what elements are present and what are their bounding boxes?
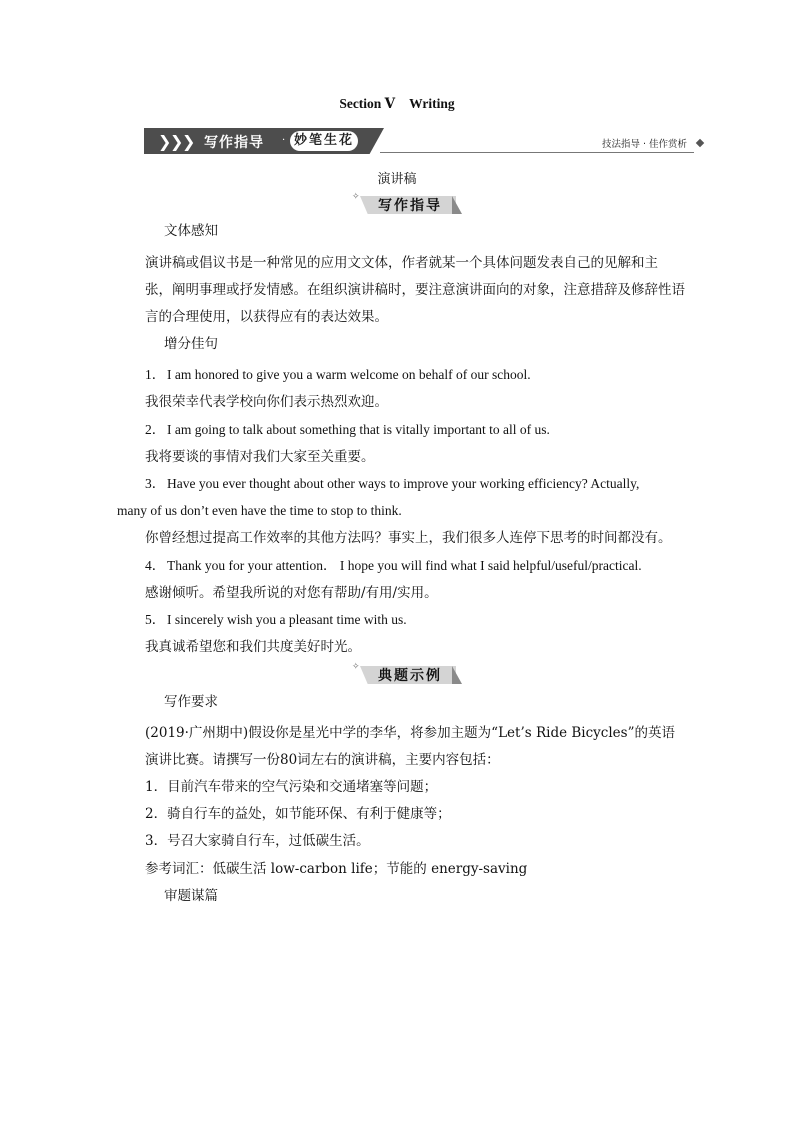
chevron-right-icon: ❯ [170, 132, 184, 151]
ribbon-tail [452, 666, 462, 684]
phrase-zh: 你曾经想过提高工作效率的其他方法吗？事实上，我们很多人连停下思考的时间都没有。 [145, 530, 672, 546]
phrases-heading: 增分佳句 [164, 336, 218, 352]
chevron-right-icon: ❯ [158, 132, 172, 151]
banner-highlight: 妙笔生花 [290, 131, 358, 151]
section-name: Writing [409, 96, 455, 111]
section-title [0, 96, 794, 112]
phrase-zh: 我很荣幸代表学校向你们表示热烈欢迎。 [145, 394, 388, 410]
phrase-en [145, 611, 407, 629]
phrase-zh: 我将要谈的事情对我们大家至关重要。 [145, 449, 375, 465]
genre-line: 言的合理使用，以获得应有的表达效果。 [145, 309, 388, 325]
task-heading: 写作要求 [164, 694, 218, 710]
banner-title: 写作指导 [204, 135, 264, 151]
task-point: 3．号召大家骑自行车，过低碳生活。 [145, 833, 370, 849]
genre-heading: 文体感知 [164, 223, 218, 239]
phrase-number: 1． [145, 367, 166, 382]
phrase-text: Thank you for your attention． I hope you will find what I said helpful/useful/practical. [167, 558, 642, 573]
phrase-text: I sincerely wish you a pleasant time with us. [167, 612, 407, 627]
phrase-text: Have you ever thought about other ways to improve your working efficiency? Actually, [167, 476, 640, 491]
task-vocab: 参考词汇：低碳生活 low-carbon life；节能的 energy-saving [145, 861, 528, 877]
phrase-en [145, 366, 531, 384]
genre-line: 演讲稿或倡议书是一种常见的应用文文体，作者就某一个具体问题发表自己的见解和主 [145, 255, 658, 271]
phrase-text: I am going to talk about something that is vitally important to all of us. [167, 422, 550, 437]
section-label: Section Ⅴ [339, 96, 396, 111]
task-source: (2019·广州期中) [145, 725, 249, 741]
banner-tagline: 技法指导 · 佳作赏析 [601, 139, 687, 150]
diamond-icon [696, 139, 704, 147]
genre-line: 张，阐明事理或抒发情感。在组织演讲稿时，要注意演讲面向的对象，注意措辞及修辞性语 [145, 282, 685, 298]
ribbon-label: 典题示例 [378, 668, 442, 684]
phrase-number: 2． [145, 422, 166, 437]
phrase-zh: 感谢倾听。希望我所说的对您有帮助/有用/实用。 [145, 585, 438, 601]
phrase-text: I am honored to give you a warm welcome on behalf of our school. [167, 367, 531, 382]
header-banner [144, 126, 705, 156]
banner-rule [380, 152, 694, 153]
phrase-number: 3． [145, 476, 166, 491]
task-point: 1．目前汽车带来的空气污染和交通堵塞等问题； [145, 779, 438, 795]
banner-dot: · [282, 135, 286, 146]
phrase-en [145, 557, 642, 575]
phrase-zh: 我真诚希望您和我们共度美好时光。 [145, 639, 361, 655]
speech-title: 演讲稿 [377, 172, 417, 187]
analysis-heading: 审题谋篇 [164, 888, 218, 904]
task-line [145, 724, 675, 742]
ribbon-label: 写作指导 [378, 198, 442, 214]
task-line: 演讲比赛。请撰写一份80词左右的演讲稿，主要内容包括： [145, 752, 500, 768]
phrase-en-continued: many of us don’t even have the time to stop to think. [117, 503, 402, 518]
task-point: 2．骑自行车的益处，如节能环保、有利于健康等； [145, 806, 451, 822]
phrase-en [145, 475, 639, 493]
ribbon-example [352, 664, 472, 684]
ribbon-writing-guide [352, 194, 472, 214]
sparkle-icon: ✧ [352, 192, 360, 202]
phrase-number: 5． [145, 612, 166, 627]
sparkle-icon: ✧ [352, 662, 360, 672]
task-intro: 假设你是星光中学的李华，将参加主题为“Let’s Ride Bicycles”的英语 [248, 725, 676, 741]
chevron-right-icon: ❯ [182, 132, 196, 151]
phrase-en [145, 421, 550, 439]
phrase-number: 4． [145, 558, 166, 573]
